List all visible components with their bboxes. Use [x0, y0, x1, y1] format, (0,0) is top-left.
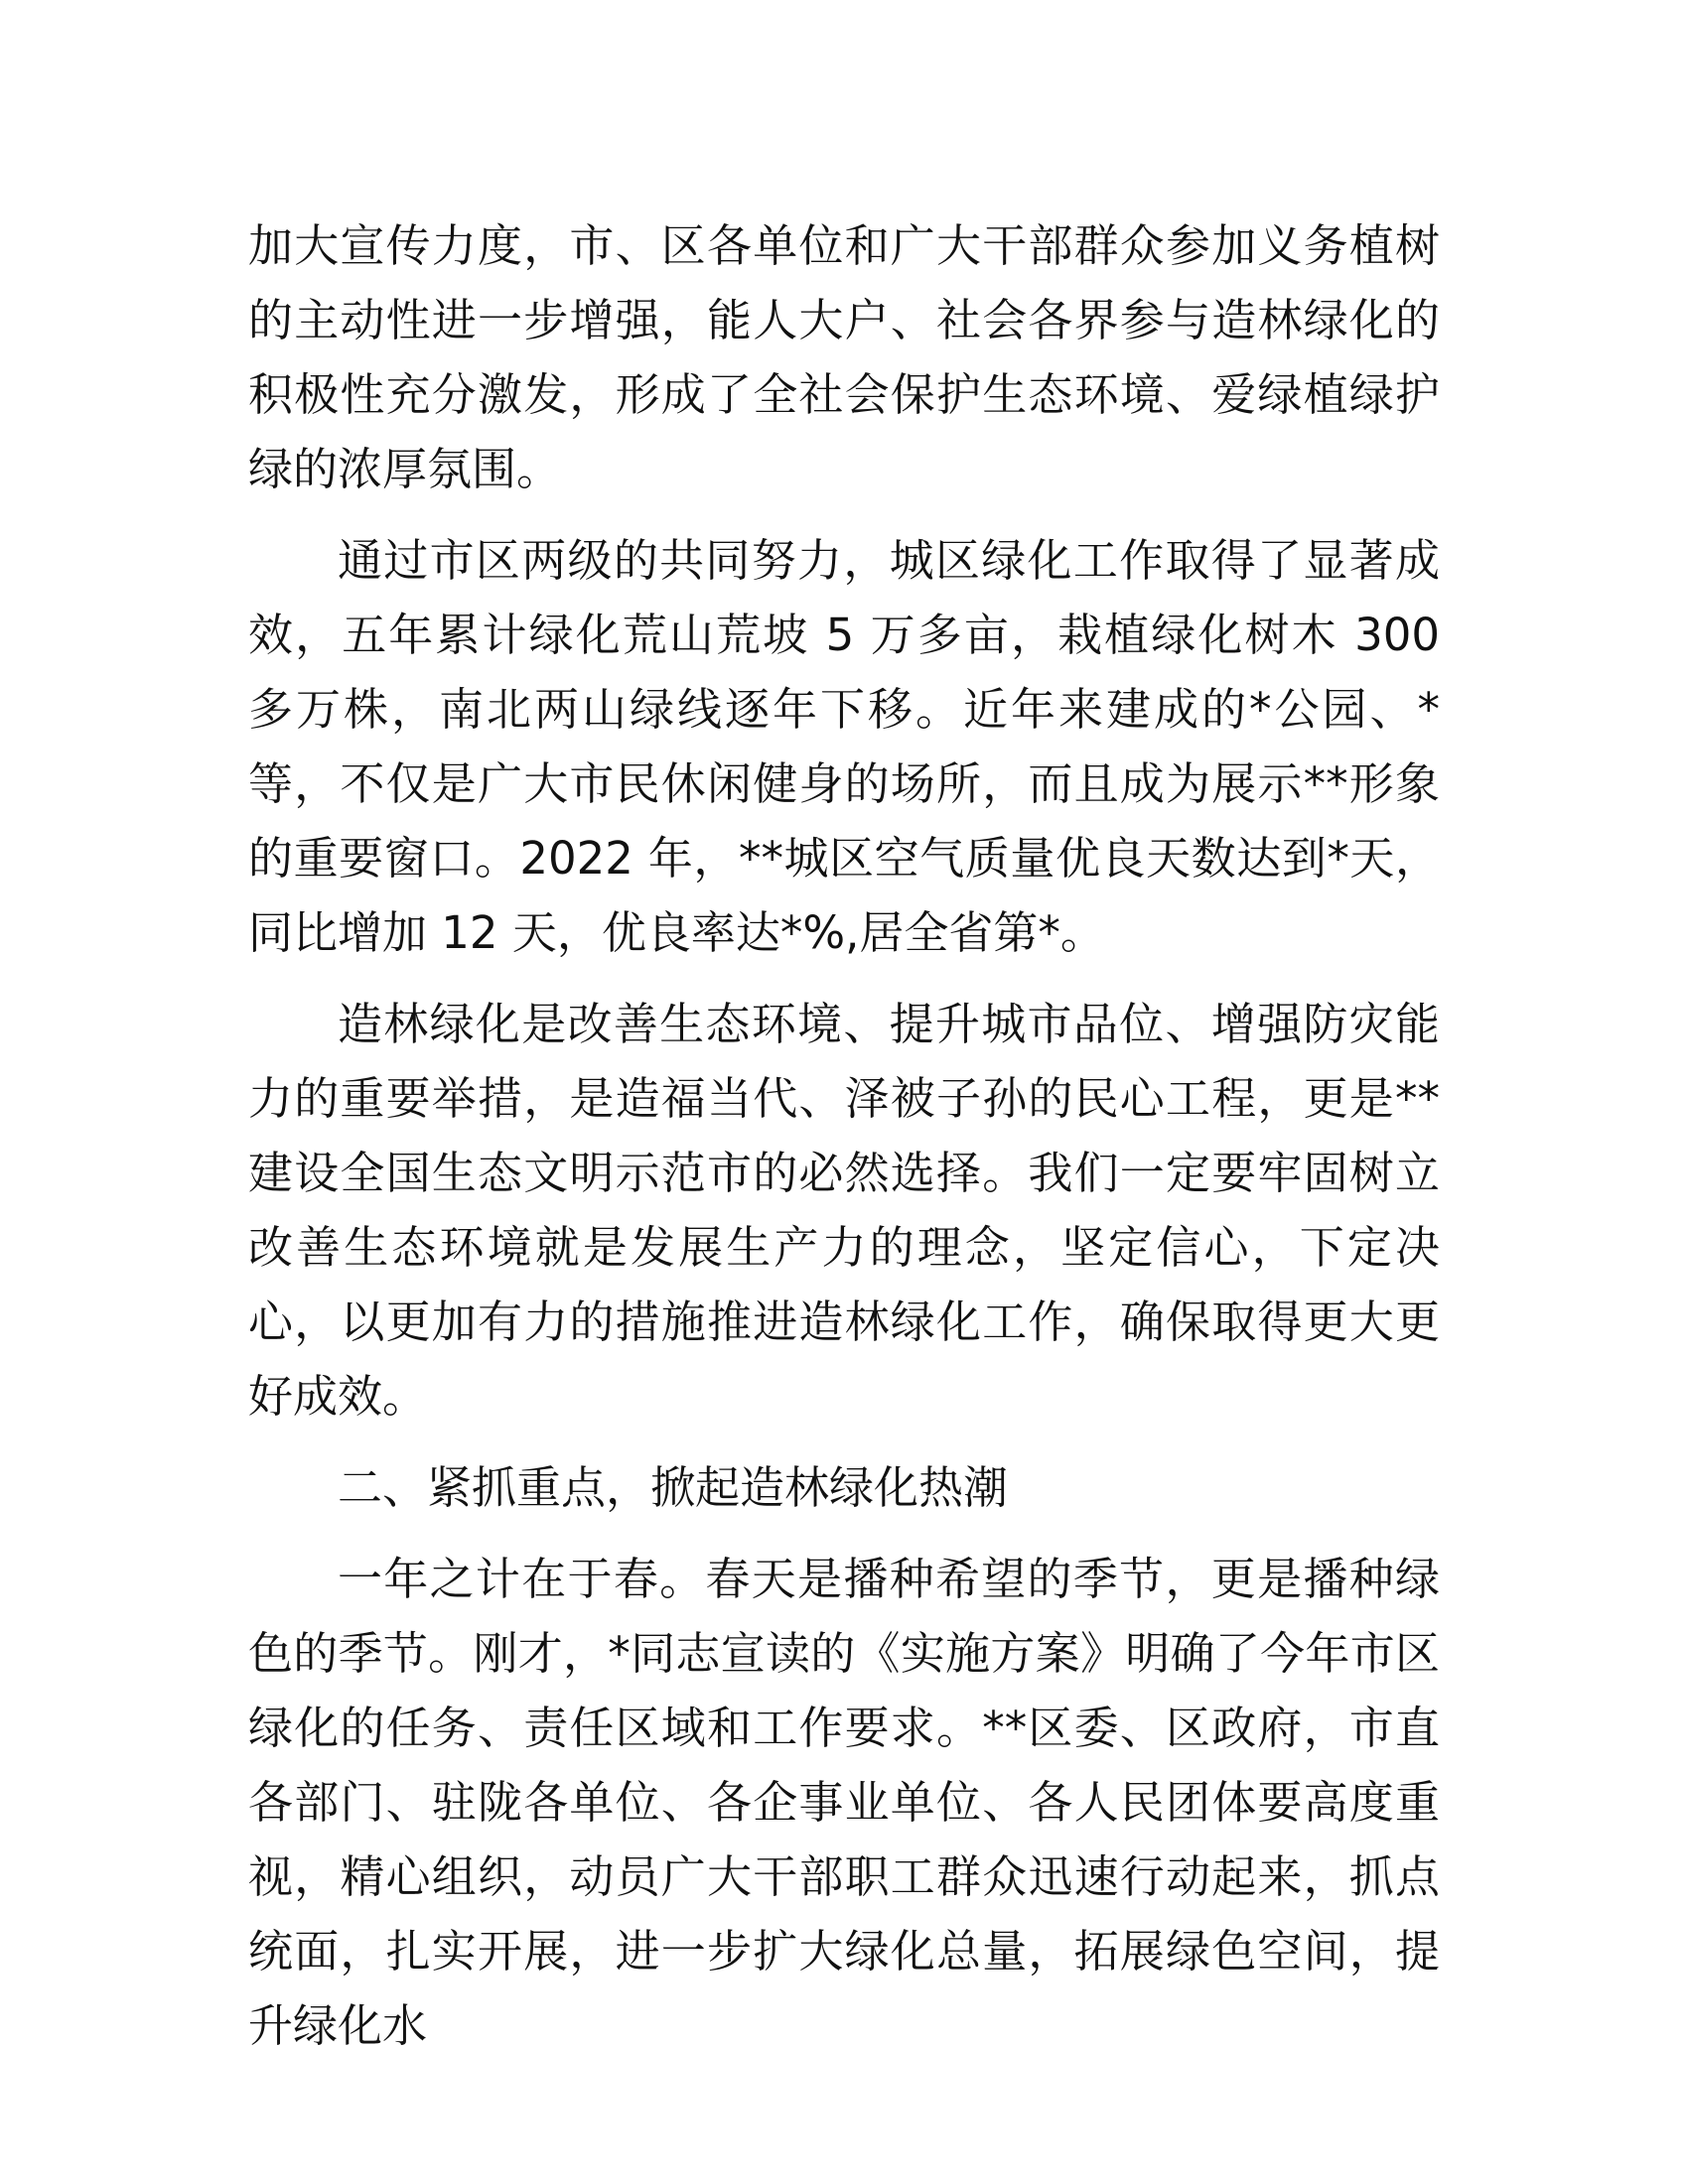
document-body [248, 208, 1440, 2080]
paragraph-spring: 一年之计在于春。春天是播种希望的季节，更是播种绿色的季节。刚才，*同志宣读的《实施方案》明确了今年市区绿化的任务、责任区域和工作要求。**区委、区政府，市直各部门、驻陇各单位、各企事业单位、各人民团体要高度重视，精心组织，动员广大干部职工群众迅速行动起来，抓点统面，扎实开展，进一步扩大绿化总量，拓展绿色空间，提升绿化水 [248, 1553, 1440, 2052]
section-heading: 二、紧抓重点，掀起造林绿化热潮 [338, 1461, 1009, 1514]
paragraph-continuation: 加大宣传力度，市、区各单位和广大干部群众参加义务植树的主动性进一步增强，能人大户、社会各界参与造林绿化的积极性充分激发，形成了全社会保护生态环境、爱绿植绿护绿的浓厚氛围。 [248, 219, 1440, 495]
paragraph-importance: 造林绿化是改善生态环境、提升城市品位、增强防灾能力的重要举措，是造福当代、泽被子孙的民心工程，更是**建设全国生态文明示范市的必然选择。我们一定要牢固树立改善生态环境就是发展生产力的理念，坚定信心，下定决心，以更加有力的措施推进造林绿化工作，确保取得更大更好成效。 [248, 998, 1440, 1423]
paragraph-achievements: 通过市区两级的共同努力，城区绿化工作取得了显著成效，五年累计绿化荒山荒坡 5 万多亩，栽植绿化树木 300 多万株，南北两山绿线逐年下移。近年来建成的*公园、*等，不仅是广大市民休闲健身的场所，而且成为展示**形象的重要窗口。2022 年，**城区空气质量优良天数达到*天，同比增加 12 天，优良率达*%,居全省第*。 [248, 534, 1440, 959]
